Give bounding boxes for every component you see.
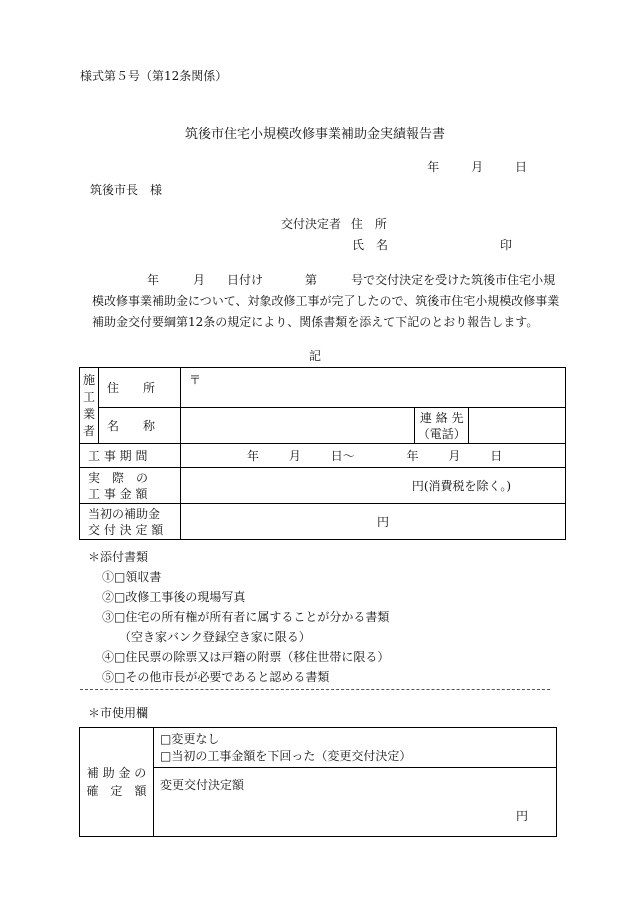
change-checkboxes[interactable]: [154, 728, 557, 768]
seal-mark: 印: [500, 238, 513, 252]
body-dai: 第: [305, 273, 318, 287]
check-lower-cost[interactable]: □当初の工事金額を下回った（変更交付決定）: [160, 748, 412, 763]
contractor-label: 施 工 業 者: [80, 368, 99, 444]
applicant-address-line: [281, 215, 387, 232]
actual-cost-field[interactable]: 円(消費税を除く。): [181, 468, 566, 504]
document-title: 筑後市住宅小規模改修事業補助金実績報告書: [184, 127, 445, 142]
contact-label: 連 絡 先 （電話）: [415, 408, 469, 444]
date-line: [399, 158, 527, 175]
attachment-item: ④□住民票の除票又は戸籍の附票（移住世帯に限る）: [102, 650, 390, 664]
final-grant-label: 補 助 金 の 確 定 額: [80, 728, 154, 837]
body-month: 月: [193, 273, 206, 287]
contractor-name-label: 名 称: [99, 408, 181, 444]
applicant-name-label: 氏 名: [352, 238, 389, 252]
ki-heading: 記: [308, 349, 321, 363]
applicant-label: 交付決定者: [281, 217, 342, 231]
cut-line: [80, 689, 550, 690]
contractor-address-field[interactable]: [181, 368, 566, 408]
actual-cost-label: 実 際 の 工 事 金 額: [80, 468, 181, 504]
body-rest: 号で交付決定を受けた筑後市住宅小規模改修事業補助金について、対象改修工事が完了したので、筑後市住宅小規模改修事業補助金交付要綱第12条の規定により、関係書類を添えて下記のとおり報告します。: [92, 273, 560, 329]
report-table: [79, 367, 566, 540]
attachment-item: ③□住宅の所有権が所有者に属することが分かる書類: [102, 610, 390, 624]
attachment-item: ②□改修工事後の現場写真: [102, 590, 246, 604]
initial-grant-label: 当初の補助金 交 付 決 定 額: [80, 504, 181, 540]
contractor-name-field[interactable]: [181, 408, 415, 444]
changed-amount-field[interactable]: [154, 768, 557, 837]
period-label: 工 事 期 間: [80, 444, 181, 468]
check-no-change[interactable]: □変更なし: [160, 731, 220, 746]
form-id: 様式第５号（第12条関係）: [80, 69, 228, 83]
attachment-note: （空き家バンク登録空き家に限る）: [119, 630, 311, 644]
applicant-address-label: 住 所: [350, 217, 387, 231]
contact-field[interactable]: [469, 408, 566, 444]
date-month: 月: [471, 160, 484, 174]
date-year: 年: [427, 160, 440, 174]
contractor-address-label: 住 所: [99, 368, 181, 408]
changed-amount-label: 変更交付決定額: [160, 778, 245, 792]
yen-mark: 円: [515, 809, 528, 823]
body-year: 年: [147, 273, 160, 287]
postal-mark: 〒: [189, 373, 202, 387]
date-day: 日: [514, 160, 527, 174]
initial-grant-field[interactable]: 円: [181, 504, 566, 540]
body-day: 日付け: [227, 273, 264, 287]
attachments-title: ＊添付書類: [88, 550, 149, 564]
city-use-table: [79, 727, 557, 837]
attachment-item: ⑤□その他市長が必要であると認める書類: [102, 670, 330, 684]
city-use-title: ＊市使用欄: [88, 706, 149, 720]
body-paragraph: [92, 270, 562, 333]
addressee: 筑後市長 様: [90, 183, 163, 197]
attachment-item: ①□領収書: [102, 570, 162, 584]
period-field[interactable]: 年 月 日～ 年 月 日: [181, 444, 566, 468]
